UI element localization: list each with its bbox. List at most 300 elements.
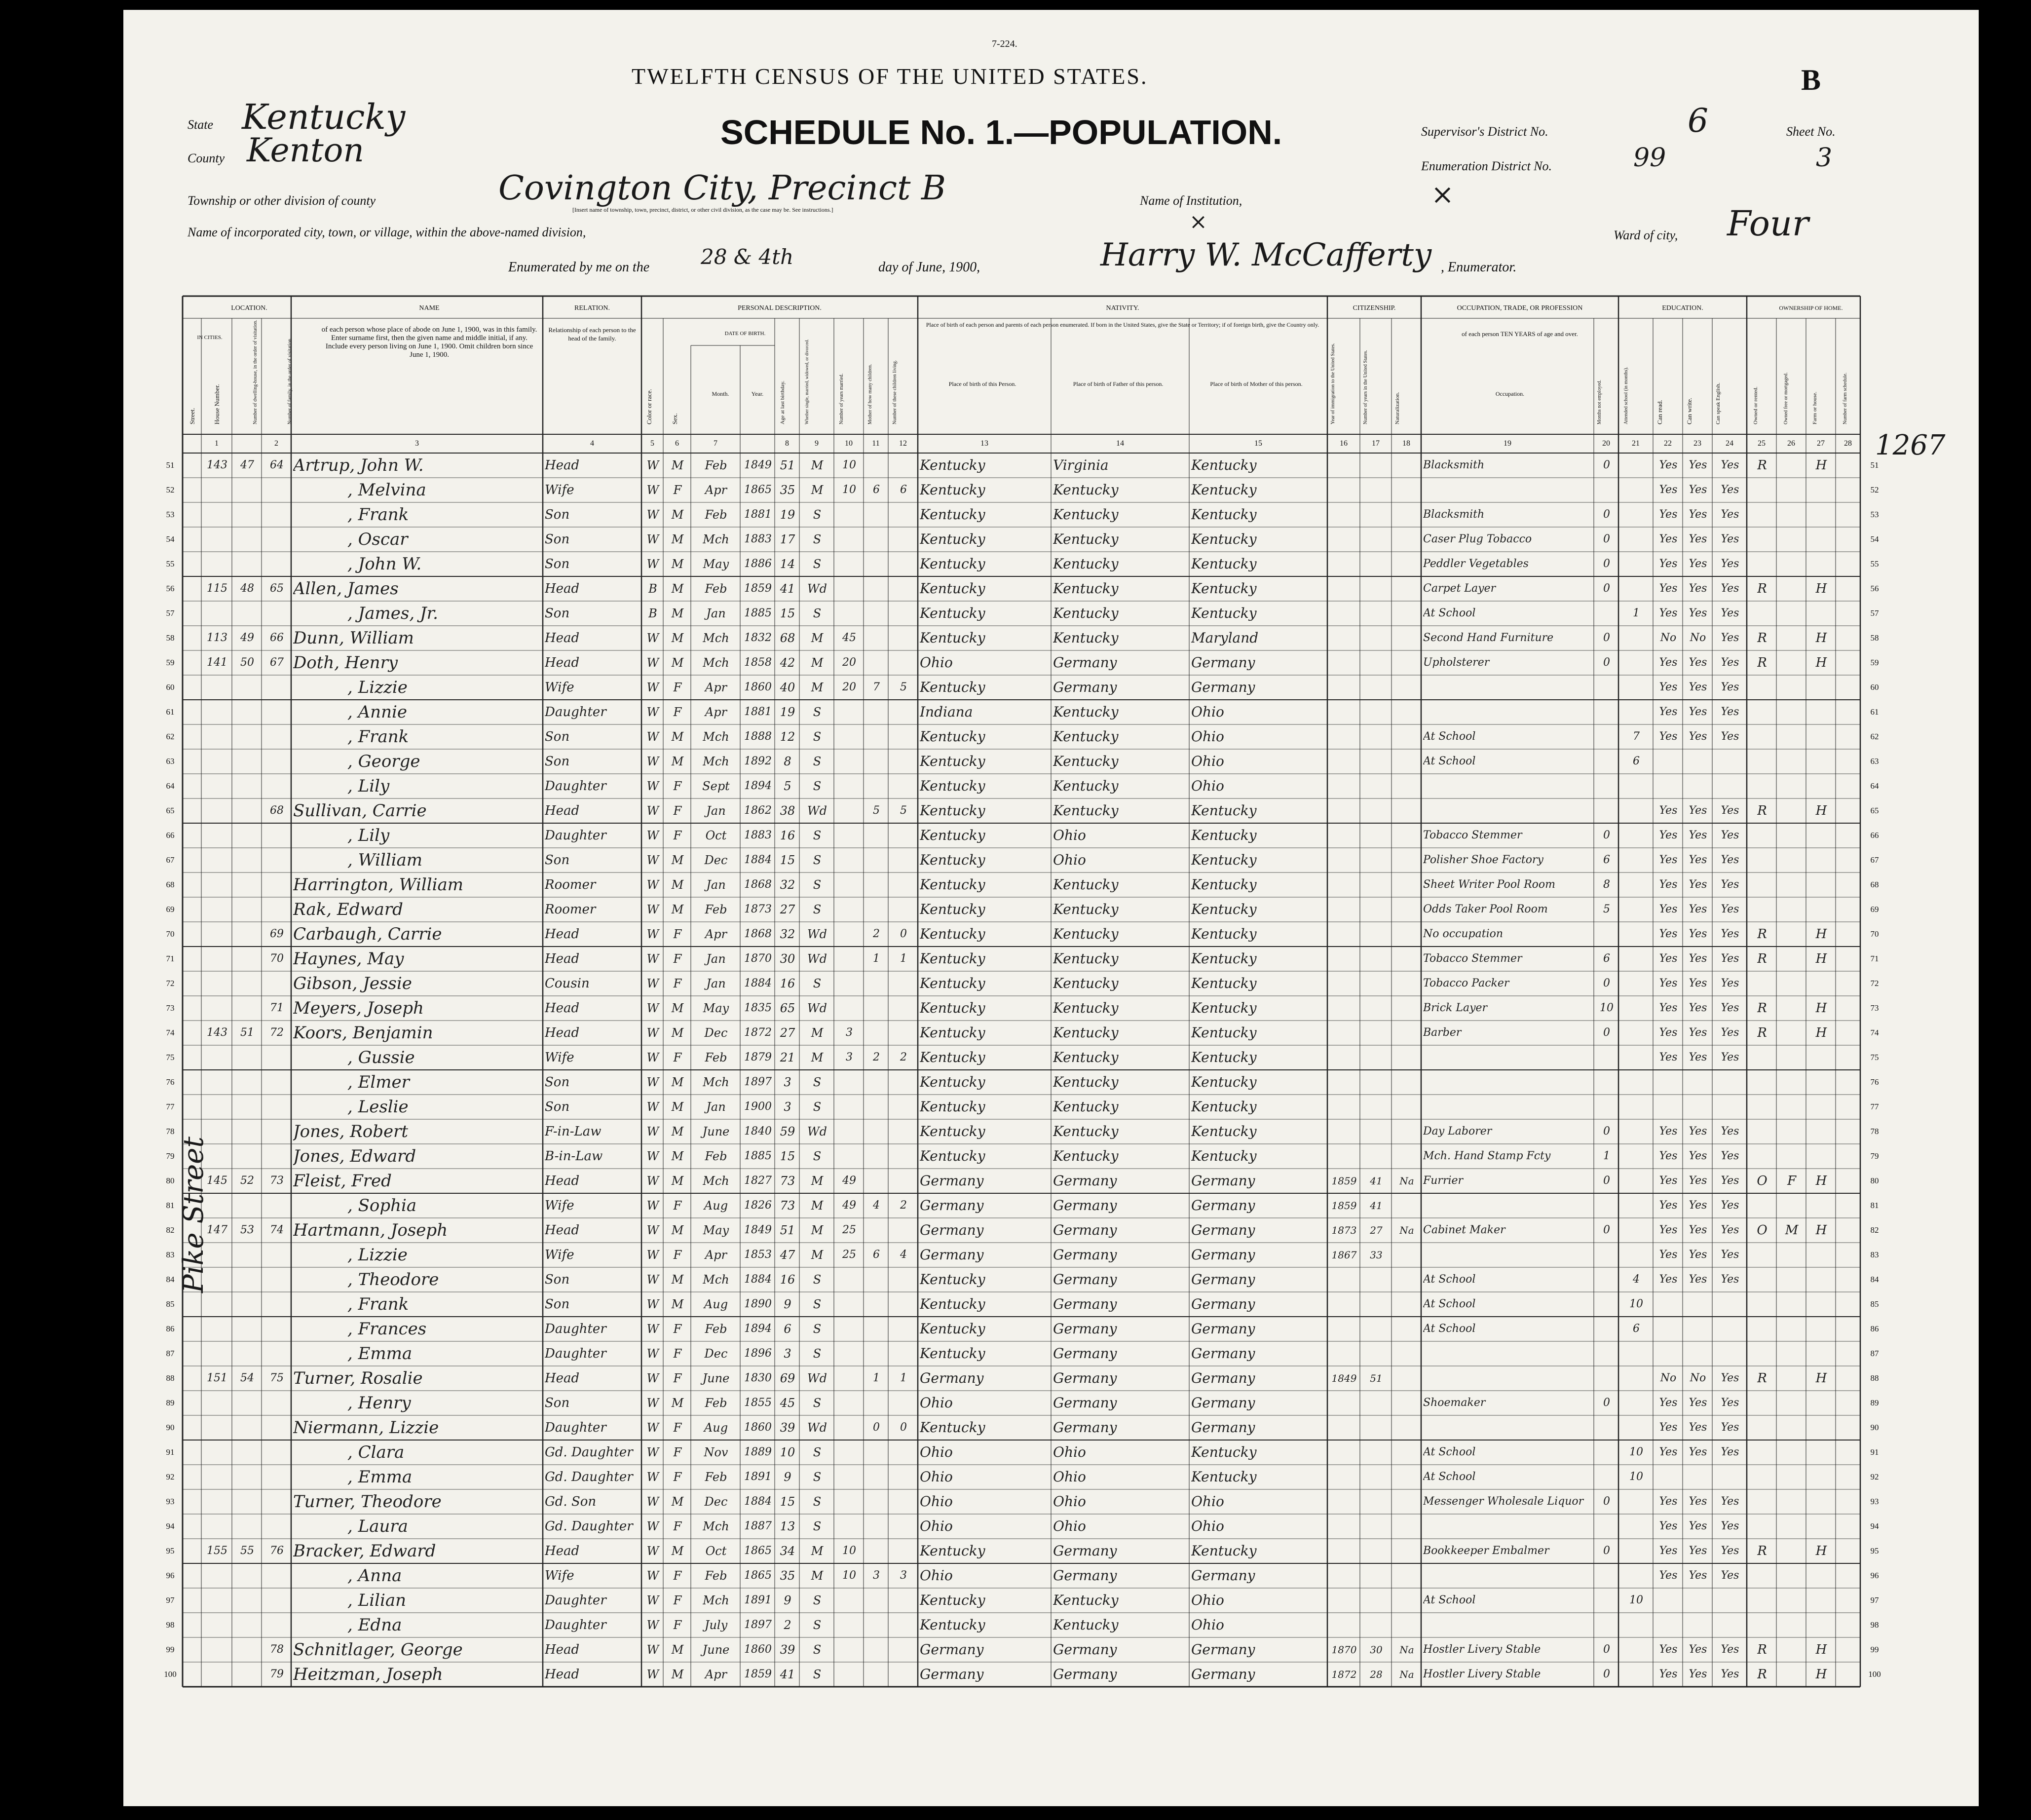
cell-month: Mch [703,1593,729,1607]
cell-ym: 25 [842,1249,856,1261]
cell-color: W [646,829,659,842]
cell-month: June [702,1125,730,1138]
cell-wr: Yes [1689,484,1707,496]
cell-rd: Yes [1659,1224,1678,1236]
cell-sex: F [673,1199,682,1213]
line-number-right: 54 [1870,534,1879,544]
cell-mar: M [811,681,824,694]
cell-wr: Yes [1689,1397,1707,1409]
cell-name: , Lizzie [347,1245,408,1265]
cell-sp: Yes [1721,730,1739,743]
cell-mar: S [813,1297,822,1311]
cell-rd: Yes [1659,952,1678,965]
cell-rel: Wife [545,1050,574,1065]
cell-month: Feb [705,1149,727,1163]
cell-age: 9 [784,1297,791,1311]
cell-imm: 1872 [1331,1668,1357,1680]
line-number-right: 73 [1870,1003,1879,1013]
cell-own: O [1757,1223,1768,1238]
cell-name: Haynes, May [293,949,404,969]
cell-sex: M [671,508,684,522]
cell-bp: Germany [920,1173,984,1189]
line-number-left: 58 [166,633,175,643]
cell-bf: Kentucky [1053,1099,1119,1115]
cell-rel: F-in-Law [545,1124,602,1139]
cell-ym: 10 [842,1545,856,1557]
cell-mar: M [811,631,824,645]
cell-color: W [646,977,659,990]
cell-wr: Yes [1689,928,1707,940]
line-number-left: 74 [166,1028,175,1037]
cell-name: Niermann, Lizzie [293,1418,439,1438]
cell-rel: Son [545,557,570,571]
cell-occ: Tobacco Packer [1423,977,1509,989]
cell-mne: 6 [1603,952,1610,965]
cell-name: Heitzman, Joseph [293,1665,443,1684]
cell-rel: Roomer [545,877,596,892]
cell-rd: Yes [1659,656,1678,669]
cell-fam: 66 [270,632,284,644]
cell-bp: Ohio [920,1395,953,1411]
line-number-left: 66 [166,831,175,840]
cell-bf: Ohio [1053,1469,1086,1485]
cell-age: 40 [780,681,795,694]
cell-occ: Barber [1423,1026,1462,1039]
cell-age: 39 [780,1421,795,1435]
cell-year: 1865 [744,484,772,496]
cell-bf: Kentucky [1053,605,1119,621]
cell-fam: 64 [270,459,284,471]
cell-bf: Germany [1053,1173,1117,1189]
line-number-left: 77 [166,1102,175,1111]
cell-age: 5 [784,779,791,793]
cell-rel: Head [545,655,580,670]
cell-month: June [702,1371,730,1385]
cell-bf: Kentucky [1053,1123,1119,1139]
cell-imm: 1859 [1331,1175,1357,1187]
cell-sp: Yes [1721,681,1739,693]
cell-bp: Kentucky [920,1345,985,1362]
cell-mar: M [811,1026,824,1040]
cell-year: 1853 [744,1249,772,1261]
occupation-note: of each person TEN YEARS of age and over. [1462,330,1578,338]
cell-bp: Germany [920,1197,984,1213]
cell-yrs: 51 [1370,1372,1383,1384]
line-number-right: 57 [1870,608,1879,618]
cell-occ: At School [1423,755,1476,767]
cell-rel: Son [545,1075,570,1090]
cell-month: Apr [705,1668,727,1681]
cell-mar: S [813,1495,822,1509]
cell-year: 1894 [744,780,772,792]
cell-bf: Kentucky [1053,556,1119,572]
cell-color: W [646,730,659,744]
cell-rd: Yes [1659,681,1678,693]
column-number: 3 [415,439,419,448]
cell-sp: Yes [1721,656,1739,669]
cell-sex: M [671,1643,684,1657]
cell-year: 1883 [744,829,772,841]
cell-sp: Yes [1721,1002,1739,1014]
cell-bf: Kentucky [1053,704,1119,720]
cell-sp: Yes [1721,928,1739,940]
cell-year: 1884 [744,1273,772,1286]
cell-rd: Yes [1659,903,1678,915]
cell-color: W [646,1100,659,1114]
cell-bf: Ohio [1053,1493,1086,1510]
cell-bm: Kentucky [1191,975,1257,991]
cell-name: , James, Jr. [347,604,438,623]
cell-month: Apr [705,483,727,497]
cell-rel: Daughter [545,779,606,794]
cell-rd: Yes [1659,706,1678,718]
cell-mar: M [811,1223,824,1237]
cell-name: , John W. [347,554,422,574]
cell-bp: Kentucky [920,1617,985,1633]
cell-bm: Germany [1191,1666,1255,1682]
cell-mar: Wd [807,582,827,596]
cell-color: W [646,557,659,571]
cell-bm: Germany [1191,1370,1255,1386]
line-number-left: 59 [166,658,175,667]
cell-rel: Son [545,754,570,769]
cell-bm: Kentucky [1191,1469,1257,1485]
state-label: State [188,117,213,132]
cell-wr: Yes [1689,1421,1707,1434]
cell-month: May [703,1001,729,1015]
cell-year: 1826 [744,1199,772,1212]
cell-occ: At School [1423,1273,1476,1286]
cell-occ: Peddler Vegetables [1423,558,1529,570]
cell-mar: Wd [807,927,827,941]
enumerated-prefix: Enumerated by me on the [508,260,650,275]
cell-rd: Yes [1659,804,1678,817]
cell-mne: 0 [1603,1125,1610,1138]
cell-ym: 10 [842,459,856,471]
cell-rd: Yes [1659,1520,1678,1532]
cell-own: R [1757,631,1767,645]
cell-rel: Son [545,1297,570,1312]
cell-imm: 1867 [1331,1249,1357,1261]
cell-bf: Germany [1053,1321,1117,1337]
cell-age: 35 [780,1569,795,1583]
incorporated-value: × [1189,209,1207,234]
cell-month: Jan [706,977,726,990]
cell-sex: M [671,1026,684,1040]
column-number: 28 [1844,439,1852,448]
cell-ym: 3 [846,1051,853,1063]
cell-month: May [703,1223,729,1237]
cell-mar: M [811,1544,824,1558]
line-number-right: 84 [1870,1275,1879,1284]
line-number-right: 95 [1870,1546,1879,1555]
cell-rel: Daughter [545,705,606,720]
cell-rel: Gd. Daughter [545,1470,633,1484]
cell-color: W [646,631,659,645]
cell-month: Jan [706,804,726,818]
cell-color: W [646,1470,659,1484]
cell-bf: Germany [1053,1419,1117,1436]
column-number: 19 [1504,439,1511,448]
cell-mar: Wd [807,1371,827,1385]
cell-name: Bracker, Edward [293,1541,436,1561]
cell-bp: Kentucky [920,580,985,597]
cell-rel: Wife [545,680,574,695]
cell-bm: Germany [1191,654,1255,671]
cell-name: , Leslie [347,1097,409,1117]
cell-occ: Odds Taker Pool Room [1423,903,1548,915]
cell-color: W [646,1075,659,1089]
cell-bp: Germany [920,1222,984,1238]
line-number-right: 97 [1870,1595,1879,1605]
column-number: 17 [1372,439,1380,448]
mother-of-head: Mother of how many children. [867,364,873,424]
cell-sex: F [673,952,682,966]
cell-wr: Yes [1689,1150,1707,1162]
cell-name: Turner, Theodore [293,1492,442,1512]
cell-ym: 3 [846,1026,853,1039]
cell-rel: Daughter [545,1346,606,1361]
cell-age: 41 [780,582,795,596]
column-number: 25 [1758,439,1766,448]
column-number: 26 [1787,439,1795,448]
cell-year: 1891 [744,1594,772,1606]
cell-month: Feb [705,1470,727,1484]
cell-rd: Yes [1659,854,1678,866]
cell-sex: M [671,1125,684,1138]
cell-sch: 10 [1629,1298,1643,1310]
cell-sex: M [671,1544,684,1558]
enumeration-value: 99 [1633,143,1666,173]
cell-wr: Yes [1689,607,1707,619]
cell-wr: Yes [1689,1273,1707,1286]
cell-age: 27 [780,1026,795,1040]
cell-color: W [646,1347,659,1361]
cell-rd: Yes [1659,582,1678,595]
cell-rd: Yes [1659,1125,1678,1138]
cell-bm: Kentucky [1191,901,1257,917]
years-married-head: Number of years married. [839,373,844,424]
cell-bf: Kentucky [1053,1617,1119,1633]
cell-year: 1872 [744,1026,772,1039]
line-number-left: 76 [166,1077,175,1087]
group-name: NAME [419,304,440,312]
cell-sex: M [671,1495,684,1509]
cell-month: Jan [706,952,726,966]
cell-age: 8 [784,755,791,768]
cell-rel: Gd. Son [545,1494,597,1509]
cell-age: 30 [780,952,795,966]
cell-sex: F [673,779,682,793]
cell-fh: H [1815,951,1827,966]
line-number-right: 58 [1870,633,1879,643]
cell-bf: Germany [1053,1370,1117,1386]
cell-mar: M [811,483,824,497]
cell-wr: Yes [1689,706,1707,718]
cell-mar: M [811,1248,824,1262]
cell-age: 15 [780,853,795,867]
cell-bm: Kentucky [1191,1049,1257,1065]
cell-year: 1870 [744,952,772,965]
cell-rel: Daughter [545,1322,606,1336]
cell-sex: F [673,1371,682,1385]
cell-bf: Kentucky [1053,926,1119,942]
cell-bf: Kentucky [1053,1148,1119,1164]
cell-bp: Kentucky [920,1296,985,1312]
cell-mne: 0 [1603,1668,1610,1680]
cell-month: Dec [704,1347,728,1361]
cell-sp: Yes [1721,1199,1739,1212]
cell-bf: Kentucky [1053,1024,1119,1041]
cell-sex: F [673,1445,682,1459]
line-number-left: 51 [166,460,175,470]
cell-sp: Yes [1721,558,1739,570]
cell-rel: Wife [545,1568,574,1583]
cell-mo: 3 [873,1569,880,1582]
cell-age: 3 [784,1347,791,1361]
cell-color: W [646,1445,659,1459]
cell-nat: Na [1399,1644,1414,1656]
cell-bm: Kentucky [1191,802,1257,819]
cell-bm: Kentucky [1191,1444,1257,1460]
line-number-left: 88 [166,1373,175,1383]
cell-mne: 0 [1603,558,1610,570]
cell-age: 10 [780,1445,795,1459]
cell-wr: Yes [1689,1668,1707,1680]
cell-mne: 0 [1603,1175,1610,1187]
line-number-right: 53 [1870,510,1879,519]
cell-rel: Head [545,1544,580,1558]
line-number-right: 78 [1870,1127,1879,1136]
cell-house: 147 [207,1224,227,1236]
cell-fh: H [1815,655,1827,670]
cell-own: R [1757,1371,1767,1386]
cell-name: , Frances [347,1319,427,1339]
cell-occ: At School [1423,1298,1476,1310]
cell-age: 2 [784,1618,791,1632]
cell-fh: H [1815,458,1827,473]
cell-age: 42 [780,656,795,670]
cell-year: 1835 [744,1002,772,1014]
cell-age: 21 [780,1051,795,1064]
cell-month: Mch [703,1519,729,1533]
line-number-left: 65 [166,806,175,815]
cell-name: , Emma [347,1344,413,1364]
cell-color: W [646,656,659,670]
column-number: 11 [872,439,880,448]
state-value: Kentucky [242,97,406,137]
cell-sex: M [671,755,684,768]
cell-bm: Germany [1191,1419,1255,1436]
cell-bm: Germany [1191,1222,1255,1238]
cell-year: 1889 [744,1446,772,1458]
cell-name: Artrup, John W. [293,455,424,475]
cell-age: 51 [780,1223,795,1237]
cell-color: W [646,1174,659,1188]
cell-sex: F [673,1470,682,1484]
cell-bp: Ohio [920,1444,953,1460]
cell-bm: Germany [1191,1173,1255,1189]
cell-mne: 1 [1603,1150,1610,1162]
cell-color: W [646,1593,659,1607]
cell-age: 39 [780,1643,795,1657]
cell-occ: Upholsterer [1423,656,1490,669]
cell-fh: H [1815,1001,1827,1016]
cell-bf: Kentucky [1053,802,1119,819]
cell-sex: M [671,607,684,620]
cell-sex: M [671,532,684,546]
line-number-left: 95 [166,1546,175,1555]
street-margin-note: Pike Street [178,1137,210,1293]
cell-bp: Germany [920,1641,984,1658]
column-number: 7 [714,439,717,448]
column-number: 21 [1632,439,1640,448]
cell-dw: 47 [240,459,254,471]
cell-own: R [1757,458,1767,473]
cell-ym: 49 [842,1199,856,1212]
cell-bp: Kentucky [920,975,985,991]
line-number-left: 97 [166,1595,175,1605]
cell-ym: 10 [842,484,856,496]
cell-year: 1897 [744,1076,772,1088]
cell-name: Allen, James [293,579,399,599]
cell-bp: Kentucky [920,802,985,819]
line-number-right: 100 [1868,1669,1881,1679]
cell-month: Aug [704,1421,728,1435]
cell-year: 1860 [744,1643,772,1656]
township-value: Covington City, Precinct B [498,169,946,208]
cell-age: 15 [780,1149,795,1163]
cell-year: 1855 [744,1397,772,1409]
cell-sp: Yes [1721,706,1739,718]
line-number-right: 79 [1870,1151,1879,1161]
cell-occ: At School [1423,1594,1476,1606]
cell-dw: 55 [240,1545,254,1557]
cell-name: , Melvina [347,480,426,500]
enumerator-suffix: , Enumerator. [1441,260,1517,275]
line-number-right: 66 [1870,831,1879,840]
cell-sp: Yes [1721,459,1739,471]
cell-age: 32 [780,878,795,892]
dwelling-head: Number of dwelling-house, in the order of visitation. [253,320,258,424]
cell-bm: Kentucky [1191,605,1257,621]
cell-mar: Wd [807,1421,827,1435]
cell-year: 1868 [744,878,772,891]
column-number: 9 [815,439,819,448]
line-number-left: 73 [166,1003,175,1013]
cell-age: 65 [780,1001,795,1015]
cell-fam: 71 [270,1002,284,1014]
cell-mo: 4 [873,1199,880,1212]
cell-color: W [646,1544,659,1558]
cell-occ: Cabinet Maker [1423,1224,1505,1236]
house-head: House Number. [213,384,221,424]
cell-name: Fleist, Fred [293,1171,392,1191]
cell-sp: Yes [1721,607,1739,619]
cell-bm: Kentucky [1191,876,1257,893]
cell-year: 1888 [744,730,772,743]
cell-sp: Yes [1721,1372,1739,1384]
cell-color: B [648,582,657,596]
color-head: Color or race. [645,389,653,424]
line-number-left: 98 [166,1620,175,1630]
cell-bm: Kentucky [1191,1024,1257,1041]
cell-rel: Wife [545,483,574,497]
cell-name: , Henry [347,1393,411,1413]
cell-rd: Yes [1659,730,1678,743]
cell-nat: Na [1399,1175,1414,1187]
cell-rel: Head [545,458,580,473]
